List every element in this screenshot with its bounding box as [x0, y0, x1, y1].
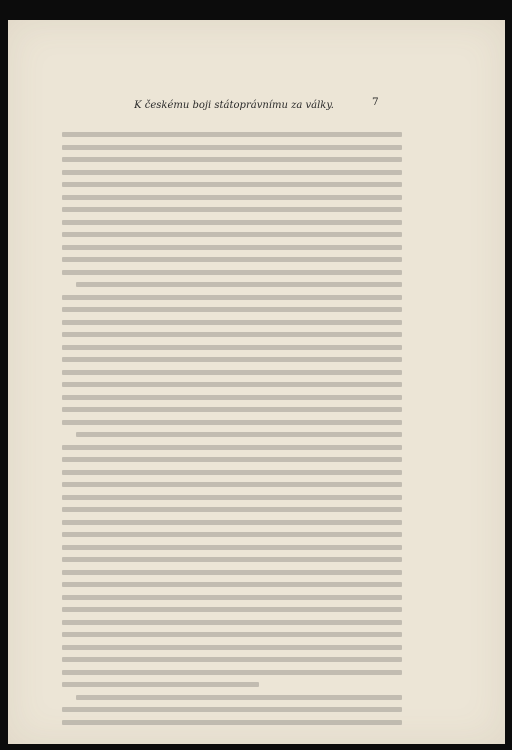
text-line: [62, 407, 402, 412]
text-line: [62, 232, 402, 237]
text-line: [62, 682, 259, 687]
text-line: [62, 182, 402, 187]
text-line: [62, 145, 402, 150]
text-line: [62, 220, 402, 225]
text-line: [62, 470, 402, 475]
text-line: [62, 632, 402, 637]
text-line: [62, 132, 402, 137]
text-line: [62, 307, 402, 312]
text-line: [62, 570, 402, 575]
text-line: [62, 507, 402, 512]
text-line: [62, 357, 402, 362]
text-line: [62, 370, 402, 375]
text-line: [62, 557, 402, 562]
text-line: [62, 445, 402, 450]
text-line: [62, 270, 402, 275]
text-line: [62, 382, 402, 387]
text-line: [62, 332, 402, 337]
text-line: [62, 595, 402, 600]
text-line: [62, 257, 402, 262]
text-line: [62, 645, 402, 650]
text-line: [62, 207, 402, 212]
text-line: [62, 295, 402, 300]
text-line: [62, 520, 402, 525]
text-line: [62, 395, 402, 400]
text-line: [76, 432, 402, 437]
text-line: [62, 532, 402, 537]
text-line: [62, 320, 402, 325]
text-line: [62, 545, 402, 550]
text-line: [62, 582, 402, 587]
text-line: [62, 707, 402, 712]
text-line: [62, 620, 402, 625]
text-line: [62, 720, 402, 725]
body-text-block: [62, 132, 402, 732]
text-line: [62, 157, 402, 162]
text-line: [62, 245, 402, 250]
text-line: [62, 607, 402, 612]
text-line: [62, 482, 402, 487]
text-line: [76, 282, 402, 287]
text-line: [62, 345, 402, 350]
text-line: [76, 695, 402, 700]
running-header: K českému boji státoprávnímu za války.: [134, 100, 334, 111]
text-line: [62, 495, 402, 500]
text-line: [62, 670, 402, 675]
text-line: [62, 195, 402, 200]
page-number: 7: [372, 96, 379, 108]
text-line: [62, 657, 402, 662]
text-line: [62, 420, 402, 425]
text-line: [62, 170, 402, 175]
text-line: [62, 457, 402, 462]
document-page: [8, 20, 505, 744]
